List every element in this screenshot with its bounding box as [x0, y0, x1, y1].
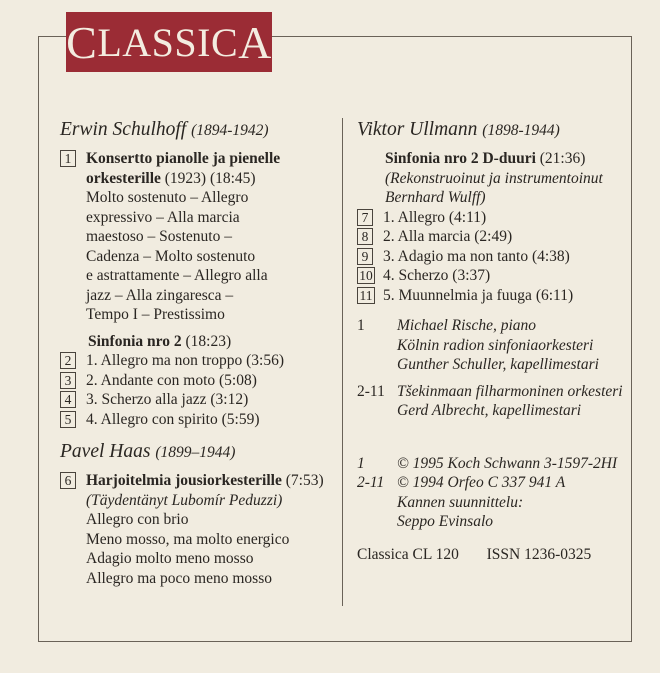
track-10: 10 4. Scherzo (3:37) [357, 266, 627, 286]
sinfonia-heading: Sinfonia nro 2 (18:23) [88, 332, 232, 350]
right-column [357, 118, 627, 564]
track-6: 6 Harjoitelmia jousiorkesterille (7:53) (Täydentänyt Lubomír Peduzzi) Allegro con brio Meno mosso, ma molto energico Adagio molto meno mosso Allegro ma poco meno mosso [60, 471, 330, 588]
track-7: 7 1. Allegro (4:11) [357, 208, 627, 228]
performer-credit-2: 2-11 Tšekinmaan filharmoninen orkesteri Gerd Albrecht, kapellimestari [357, 382, 623, 419]
copyright-1: 1 © 1995 Koch Schwann 3-1597-2HI [357, 454, 618, 472]
track-8: 8 2. Alla marcia (2:49) [357, 227, 627, 247]
catalog-line: Classica CL 120 ISSN 1236-0325 [357, 545, 592, 563]
sinfonia-heading: Sinfonia nro 2 D-duuri (21:36) (Rekonstruoinut ja instrumentoinut Bernhard Wulff) [385, 150, 603, 206]
track-number: 1 [60, 150, 76, 167]
performer-credit-1: 1 Michael Rische, piano Kölnin radion sinfoniaorkesteri Gunther Schuller, kapellimestari [357, 317, 599, 373]
column-divider [342, 118, 343, 606]
composer-haas: Pavel Haas (1899–1944) [60, 441, 236, 462]
track-3: 3 2. Andante con moto (5:08) [60, 371, 330, 391]
copyright-2: 2-11 © 1994 Orfeo C 337 941 A Kannen suunnittelu: Seppo Evinsalo [357, 474, 566, 530]
track-2: 2 1. Allegro ma non troppo (3:56) [60, 351, 330, 371]
track-1: 1 Konsertto pianolle ja pienelle orkesterille (1923) (18:45) Molto sostenuto – Allegro expressivo – Alla marcia maestoso – Sostenuto – Cadenza – Molto sostenuto e astrattamente – Allegro alla jazz – Alla zingaresca – Tempo I – Prestissimo [60, 149, 330, 325]
classica-logo: C LASSIC A [66, 12, 272, 72]
left-column [60, 118, 330, 588]
track-11: 11 5. Muunnelmia ja fuuga (6:11) [357, 286, 627, 306]
composer-schulhoff: Erwin Schulhoff (1894-1942) [60, 119, 269, 140]
composer-ullmann: Viktor Ullmann (1898-1944) [357, 119, 560, 140]
track-4: 4 3. Scherzo alla jazz (3:12) [60, 390, 330, 410]
track-9: 9 3. Adagio ma non tanto (4:38) [357, 247, 627, 267]
track-5: 5 4. Allegro con spirito (5:59) [60, 410, 330, 430]
